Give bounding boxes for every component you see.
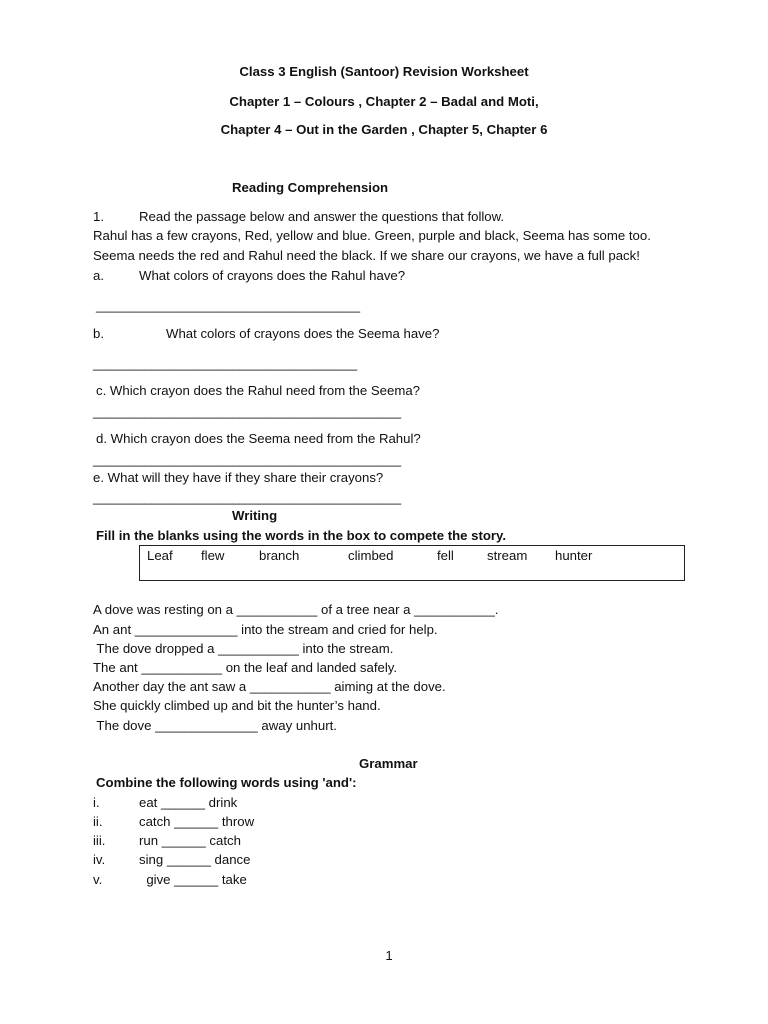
grammar-heading: Grammar [359,756,418,771]
story-line-6: She quickly climbed up and bit the hunter’s hand. [93,698,381,713]
question-a-label: a. [93,268,104,283]
grammar-item-number: ii. [93,814,103,829]
writing-instruction: Fill in the blanks using the words in the box to compete the story. [96,528,507,543]
answer-line-c: __________________________________________ [93,404,402,419]
grammar-item-number: iii. [93,833,106,848]
grammar-item-text: run ______ catch [139,833,241,848]
story-line-5: Another day the ant saw a ___________ aiming at the dove. [93,679,446,694]
word-box-item: Leaf [147,548,173,563]
word-box-item: flew [201,548,225,563]
page-title: Class 3 English (Santoor) Revision Worksheet [239,64,529,79]
grammar-item-number: iv. [93,852,106,867]
passage-line-2: Seema needs the red and Rahul need the black. If we share our crayons, we have a full pack! [93,248,640,263]
question-1-text: Read the passage below and answer the questions that follow. [139,209,505,224]
writing-heading: Writing [232,508,278,523]
grammar-item-text: give ______ take [139,872,247,887]
answer-line-e: __________________________________________ [93,490,402,505]
chapters-line-2: Chapter 4 – Out in the Garden , Chapter 5, Chapter 6 [220,122,548,137]
grammar-item-text: catch ______ throw [139,814,255,829]
story-line-1: A dove was resting on a ___________ of a tree near a ___________. [93,602,499,617]
answer-line-d: __________________________________________ [93,452,402,467]
word-box-item: hunter [555,548,593,563]
question-a-text: What colors of crayons does the Rahul have? [139,268,406,283]
question-e-text: e. What will they have if they share their crayons? [93,470,384,485]
grammar-instruction: Combine the following words using 'and': [96,775,357,790]
grammar-item-number: v. [93,872,103,887]
grammar-item-number: i. [93,795,100,810]
word-box [139,545,685,581]
question-b-label: b. [93,326,104,341]
story-line-3: The dove dropped a ___________ into the stream. [93,641,394,656]
reading-heading: Reading Comprehension [232,180,389,195]
word-box-item: climbed [348,548,394,563]
question-c-text: c. Which crayon does the Rahul need from the Seema? [96,383,421,398]
chapters-line-1: Chapter 1 – Colours , Chapter 2 – Badal and Moti, [229,94,539,109]
story-line-4: The ant ___________ on the leaf and landed safely. [93,660,398,675]
passage-line-1: Rahul has a few crayons, Red, yellow and blue. Green, purple and black, Seema has some too. [93,228,651,243]
question-b-text: What colors of crayons does the Seema have? [166,326,440,341]
grammar-item-text: eat ______ drink [139,795,238,810]
grammar-item-text: sing ______ dance [139,852,251,867]
question-d-text: d. Which crayon does the Seema need from the Rahul? [96,431,421,446]
answer-line-b: ____________________________________ [93,356,358,371]
word-box-item: stream [487,548,528,563]
story-line-2: An ant ______________ into the stream and cried for help. [93,622,438,637]
page-number: 1 [385,948,393,963]
answer-line-a: ____________________________________ [96,298,361,313]
word-box-item: fell [437,548,454,563]
word-box-item: branch [259,548,300,563]
question-1-number: 1. [93,209,104,224]
story-line-7: The dove ______________ away unhurt. [93,718,337,733]
